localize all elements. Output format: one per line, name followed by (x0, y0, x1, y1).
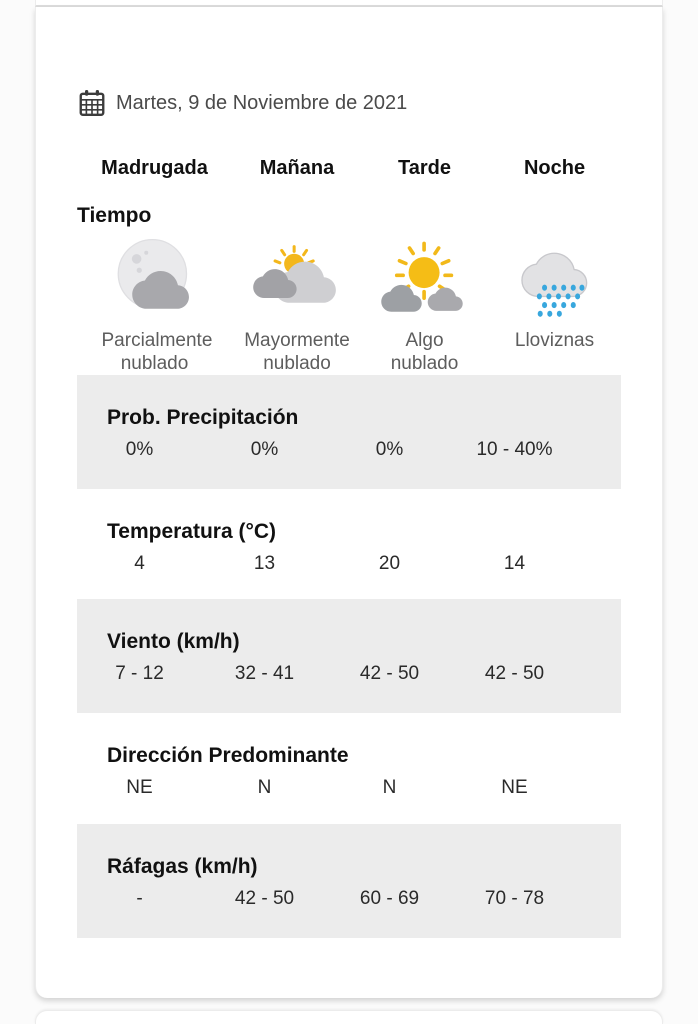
value-cell: 42 - 50 (359, 663, 420, 684)
condition-label: Lloviznas (514, 330, 595, 351)
value-cell: NE (126, 777, 153, 798)
value-cell: NE (501, 777, 528, 798)
weather-section-label: Tiempo (77, 204, 152, 227)
weather-cell-noche (487, 237, 622, 321)
value-cell: 0% (250, 439, 279, 460)
drizzle-cloud-icon (513, 239, 597, 319)
sun-behind-clouds-icon (251, 239, 343, 319)
value-cell: N (382, 777, 397, 798)
column-header-noche: Noche (523, 157, 586, 179)
value-cell: 42 - 50 (484, 663, 545, 684)
value-cell: 70 - 78 (484, 888, 545, 909)
sun-with-clouds-icon (381, 238, 469, 320)
condition-label: Mayormente nublado (244, 330, 350, 374)
value-cell: 60 - 69 (359, 888, 420, 909)
moon-cloud-icon (113, 237, 197, 321)
row-wind-direction (77, 713, 621, 824)
weather-cell-manana (232, 237, 362, 321)
period-header-row (77, 155, 621, 181)
condition-label: Parcialmente nublado (101, 330, 213, 374)
value-cell: 10 - 40% (476, 439, 553, 460)
value-cell: 7 - 12 (115, 663, 164, 684)
column-header-madrugada: Madrugada (101, 157, 208, 179)
forecast-card (35, 7, 663, 998)
previous-day-card-edge[interactable] (35, 0, 663, 7)
value-cell: 13 (253, 553, 276, 574)
value-cell: 20 (378, 553, 401, 574)
value-cell: - (136, 888, 143, 909)
calendar-icon (77, 88, 107, 118)
next-day-card-edge[interactable] (35, 1010, 663, 1024)
value-cell: 0% (375, 439, 404, 460)
date-text: Martes, 9 de Noviembre de 2021 (116, 91, 408, 114)
row-label: Dirección Predominante (107, 744, 349, 767)
row-label: Temperatura (°C) (107, 520, 277, 543)
condition-label: Algo nublado (390, 330, 459, 374)
condition-labels-row (77, 329, 621, 375)
row-label: Ráfagas (km/h) (107, 855, 258, 878)
value-cell: 0% (125, 439, 154, 460)
value-cell: 14 (503, 553, 526, 574)
value-cell: 42 - 50 (234, 888, 295, 909)
column-header-tarde: Tarde (398, 157, 451, 179)
column-header-manana: Mañana (259, 157, 335, 179)
row-temperature (77, 489, 621, 599)
row-wind (77, 599, 621, 713)
date-header[interactable] (77, 87, 621, 119)
row-gusts (77, 824, 621, 938)
row-precipitation (77, 375, 621, 489)
weather-cell-madrugada (77, 237, 232, 321)
row-label: Prob. Precipitación (107, 406, 299, 429)
weather-icons-row (77, 237, 621, 321)
weather-cell-tarde (362, 237, 487, 321)
row-label: Viento (km/h) (107, 630, 240, 653)
value-cell: 32 - 41 (234, 663, 295, 684)
value-cell: N (257, 777, 272, 798)
value-cell: 4 (134, 553, 145, 574)
